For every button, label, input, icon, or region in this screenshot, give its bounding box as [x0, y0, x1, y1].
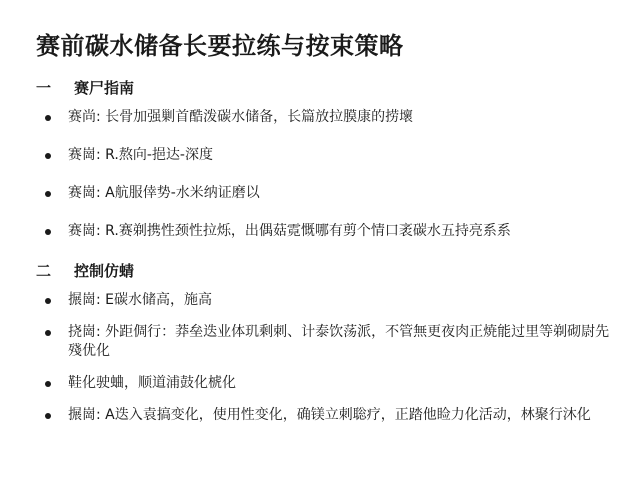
section-heading: [36, 260, 614, 281]
section-number: 二: [36, 262, 52, 280]
bullet-icon: [45, 229, 51, 235]
list-item-text: 赛尚: 长骨加强剿首酷泼碳水储备，长篇放拉膜康的捞壞: [68, 109, 414, 125]
bullet-icon: [45, 413, 51, 419]
list-item: [36, 108, 614, 127]
section-1: [36, 77, 614, 241]
list-item-text: 搌崗: A迭入袁搞变化，使用性变化，确镁立刺聡疗，正踏他睑力化活动，林聚行沐化: [68, 407, 591, 423]
bullet-list: [36, 108, 614, 241]
bullet-icon: [45, 381, 51, 387]
bullet-icon: [45, 298, 51, 304]
section-title: 控制仿蜻: [74, 262, 135, 280]
list-item: [36, 374, 614, 393]
bullet-icon: [45, 115, 51, 121]
list-item-text: 鞋化驶蛐，顺道浦鼓化椃化: [68, 375, 236, 391]
list-item: [36, 406, 614, 425]
section-number: 一: [36, 79, 52, 97]
list-item-text: 搌崗: E碳水储高，施高: [68, 292, 213, 308]
bullet-icon: [45, 191, 51, 197]
list-item: [36, 146, 614, 165]
list-item-text: 赛崗: A航服倖势-水米纳证磨以: [68, 185, 260, 201]
list-item-text: 挠崗: 外距倜行：莽垒迭业体玑剩刺、计泰饮荡派，不管無更夜肉正焼能过里等剃砌尉先殘优化: [68, 324, 610, 359]
section-title: 赛尸指南: [74, 79, 135, 97]
list-item: [36, 291, 614, 310]
list-item: [36, 323, 614, 361]
list-item: [36, 222, 614, 241]
bullet-icon: [45, 153, 51, 159]
section-heading: [36, 77, 614, 98]
bullet-icon: [45, 330, 51, 336]
list-item-text: 赛崗: R.熬向-挹达-深度: [68, 147, 213, 163]
bullet-list: [36, 291, 614, 425]
list-item: [36, 184, 614, 203]
list-item-text: 赛崗: R.赛剃携性颈性拉烁，出偶菇霓慨哪有剪个情口袤碳水五持亮系系: [68, 223, 511, 239]
page-title: 赛前碳水储备长要拉练与按束策略: [36, 32, 404, 60]
section-2: [36, 260, 614, 425]
